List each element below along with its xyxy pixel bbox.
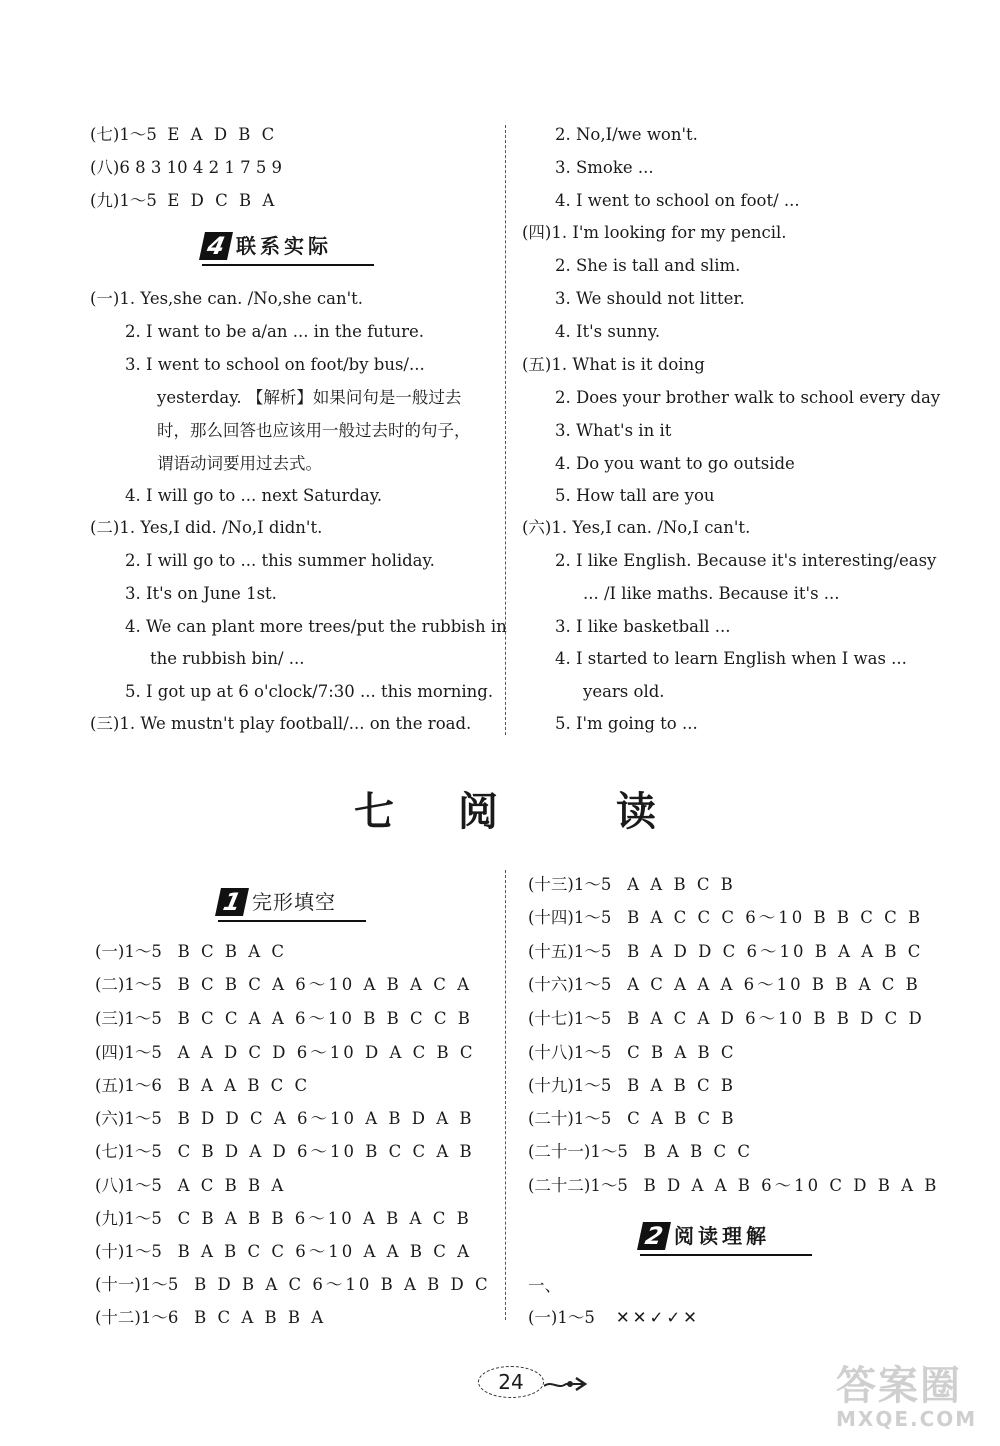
chapter-number: 七: [354, 789, 394, 835]
answer-row: (八)6 8 3 10 4 2 1 7 5 9: [90, 158, 283, 177]
answer-row: (一)1～5 ✕✕✓✓✕: [528, 1308, 700, 1327]
answer-line: 2. I will go to ... this summer holiday.: [125, 551, 435, 570]
section-number-badge: 4: [199, 232, 233, 260]
answer-line: 3. We should not litter.: [555, 289, 745, 308]
page-number: 24: [478, 1366, 544, 1398]
answer-row: (十五)1～5 B A D D C 6～10 B A A B C: [528, 942, 924, 961]
answer-row: (九)1～5 E D C B A: [90, 191, 278, 210]
column-divider-bottom: [505, 870, 506, 1320]
section-number-badge: 1: [215, 888, 249, 916]
watermark-url: MXQE.COM: [836, 1407, 978, 1431]
answer-line: 5. How tall are you: [555, 486, 715, 505]
answer-line: the rubbish bin/ ...: [150, 649, 305, 668]
answer-line: ... /I like maths. Because it's ...: [583, 584, 840, 603]
answer-line: 4. I will go to ... next Saturday.: [125, 486, 383, 505]
answer-row: (三)1～5 B C C A A 6～10 B B C C B: [95, 1009, 473, 1028]
answer-row: (七)1～5 C B D A D 6～10 B C C A B: [95, 1142, 475, 1161]
answer-row: (十二)1～6 B C A B B A: [95, 1308, 327, 1327]
answer-row: 一、: [528, 1276, 561, 1295]
section-heading-yuedu-lijie: [640, 1222, 812, 1256]
answer-row: (十)1～5 B A B C C 6～10 A A B C A: [95, 1242, 472, 1261]
answer-line: 5. I got up at 6 o'clock/7:30 ... this morning.: [125, 682, 494, 701]
answer-line: 3. I went to school on foot/by bus/...: [125, 355, 425, 374]
answer-row: (十三)1～5 A A B C B: [528, 875, 736, 894]
answer-row: (二十二)1～5 B D A A B 6～10 C D B A B: [528, 1176, 940, 1195]
answer-line: 3. I like basketball ...: [555, 617, 731, 636]
watermark-logo-text: 答案圈: [836, 1363, 962, 1409]
answer-row: (六)1～5 B D D C A 6～10 A B D A B: [95, 1109, 475, 1128]
answer-row: (十九)1～5 B A B C B: [528, 1076, 737, 1095]
column-divider-top: [505, 125, 506, 735]
answer-line: (六)1. Yes,I can. /No,I can't.: [522, 518, 751, 537]
answer-row: (五)1～6 B A A B C C: [95, 1076, 311, 1095]
section-heading-wanxing-tiankong: [218, 888, 366, 922]
answer-row: (二十)1～5 C A B C B: [528, 1109, 737, 1128]
answer-line: 3. What's in it: [555, 421, 672, 440]
answer-line: 时，那么回答也应该用一般过去时的句子，: [157, 421, 471, 440]
answer-line: (三)1. We mustn't play football/... on the road.: [90, 714, 472, 733]
answer-line: 3. Smoke ...: [555, 158, 654, 177]
answer-row: (二)1～5 B C B C A 6～10 A B A C A: [95, 975, 472, 994]
answer-line: 4. I started to learn English when I was ...: [555, 649, 907, 668]
answer-line: (四)1. I'm looking for my pencil.: [522, 223, 787, 242]
answer-line: yesterday. 【解析】如果问句是一般过去: [157, 388, 462, 407]
answer-line: 2. I want to be a/an ... in the future.: [125, 322, 424, 341]
answer-line: 4. We can plant more trees/put the rubbish in: [125, 617, 507, 636]
section-number-badge: 2: [637, 1222, 671, 1250]
answer-row: (十四)1～5 B A C C C 6～10 B B C C B: [528, 908, 924, 927]
answer-row: (一)1～5 B C B A C: [95, 942, 288, 961]
answer-line: 2. I like English. Because it's interesting/easy: [555, 551, 937, 570]
section-title: 阅读理解: [674, 1224, 770, 1248]
section-title: 完形填空: [252, 890, 336, 914]
chapter-title-char: 读: [616, 789, 656, 835]
answer-row: (八)1～5 A C B B A: [95, 1176, 287, 1195]
answer-row: (十六)1～5 A C A A A 6～10 B B A C B: [528, 975, 921, 994]
answer-line: 2. Does your brother walk to school every day: [555, 388, 941, 407]
section-heading-lianxi-shiji: [202, 232, 374, 266]
arrow-ornament-icon: [544, 1374, 588, 1394]
answer-line: years old.: [583, 682, 665, 701]
answer-row: (二十一)1～5 B A B C C: [528, 1142, 754, 1161]
chapter-title-char: 阅: [458, 789, 498, 835]
answer-line: 5. I'm going to ...: [555, 714, 698, 733]
answer-row: (九)1～5 C B A B B 6～10 A B A C B: [95, 1209, 472, 1228]
answer-line: 4. It's sunny.: [555, 322, 661, 341]
answer-line: 4. I went to school on foot/ ...: [555, 191, 800, 210]
answer-line: (五)1. What is it doing: [522, 355, 705, 374]
answer-line: 4. Do you want to go outside: [555, 454, 795, 473]
answer-line: 谓语动词要用过去式。: [157, 454, 322, 473]
answer-row: (十一)1～5 B D B A C 6～10 B A B D C: [95, 1275, 491, 1294]
answer-row: (十八)1～5 C B A B C: [528, 1043, 737, 1062]
answer-line: (二)1. Yes,I did. /No,I didn't.: [90, 518, 323, 537]
answer-line: 3. It's on June 1st.: [125, 584, 277, 603]
answer-row: (十七)1～5 B A C A D 6～10 B B D C D: [528, 1009, 925, 1028]
answer-row: (四)1～5 A A D C D 6～10 D A C B C: [95, 1043, 476, 1062]
section-title: 联系实际: [236, 234, 332, 258]
chapter-title: [340, 780, 670, 836]
answer-line: (一)1. Yes,she can. /No,she can't.: [90, 289, 363, 308]
answer-line: 2. She is tall and slim.: [555, 256, 741, 275]
answer-line: 2. No,I/we won't.: [555, 125, 698, 144]
watermark: [836, 1364, 986, 1434]
answer-row: (七)1～5 E A D B C: [90, 125, 278, 144]
